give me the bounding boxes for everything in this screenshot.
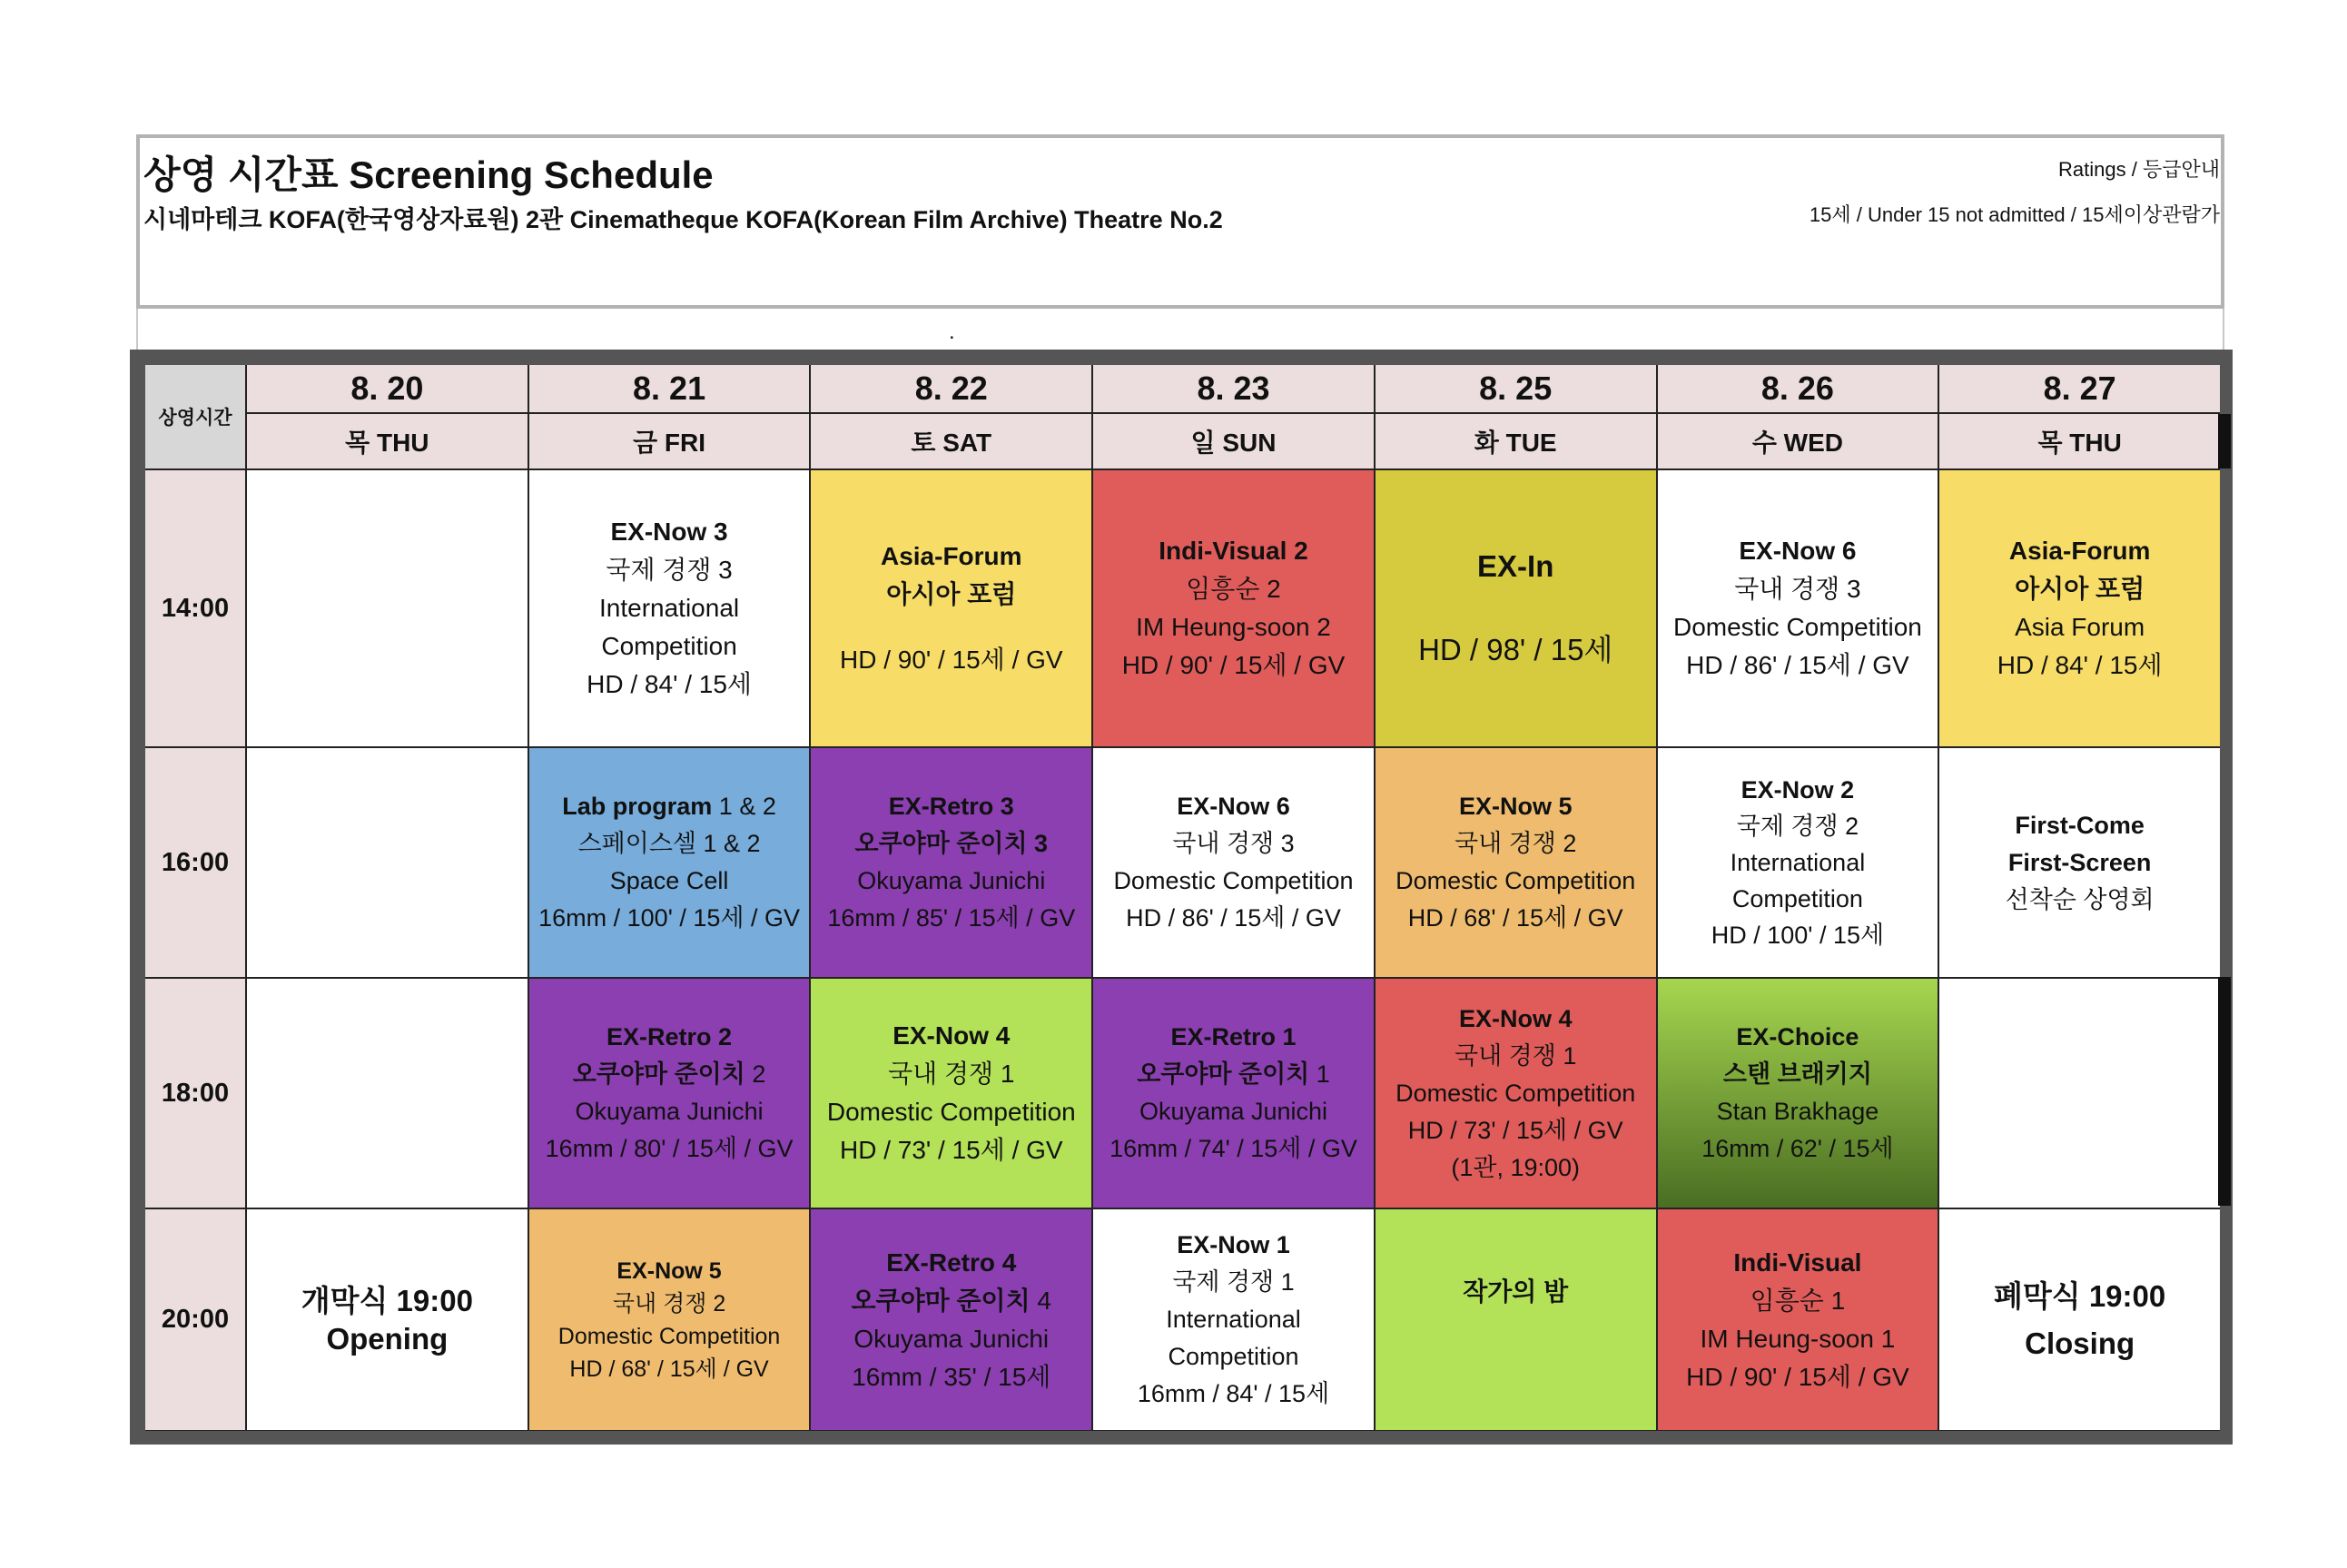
screening-cell[interactable]: [1093, 979, 1374, 1208]
program-title: EX-Retro 1: [1170, 1023, 1297, 1050]
program-subtitle: 국내 경쟁 3: [1734, 575, 1861, 603]
screening-info: 16mm / 62' / 15세: [1701, 1135, 1894, 1162]
screening-info: HD / 90' / 15세 / GV: [1686, 1362, 1909, 1391]
screening-info: HD / 98' / 15세: [1418, 633, 1613, 666]
venue-subtitle: 시네마테크 KOFA(한국영상자료원) 2관 Cinematheque KOFA(Korean Film Archive) Theatre No.2: [143, 206, 1223, 233]
right-edge-mark: [2218, 977, 2231, 1206]
screening-info: HD / 68' / 15세 / GV: [569, 1356, 769, 1382]
program-title: EX-Now 2: [1741, 776, 1855, 804]
program-title: Indi-Visual 2: [1159, 537, 1308, 565]
day-header: 목 THU: [1939, 414, 2220, 468]
ceremony-cell[interactable]: [247, 1209, 528, 1430]
program-title: First-Come: [2015, 811, 2145, 839]
screening-info: HD / 100' / 15세: [1711, 922, 1885, 949]
program-subtitle-main: 오쿠야마 준이치: [572, 1060, 745, 1088]
program-detail: Domestic Competition: [557, 1323, 781, 1349]
ceremony-title: 폐막식 19:00: [1994, 1278, 2166, 1313]
program-subtitle-main: 오쿠야마 준이치: [1137, 1060, 1310, 1088]
program-subtitle-number: 2: [745, 1060, 766, 1088]
date-header: 8. 22: [811, 365, 1091, 412]
program-title: EX-Now 5: [616, 1257, 722, 1284]
program-subtitle: 국내 경쟁 2: [612, 1290, 726, 1317]
program-title: Asia-Forum: [2008, 537, 2151, 565]
screening-cell[interactable]: [1093, 748, 1374, 977]
screening-cell[interactable]: [1093, 470, 1374, 746]
day-header: 수 WED: [1658, 414, 1938, 468]
program-detail: International: [1166, 1306, 1301, 1333]
program-detail: Domestic Competition: [1672, 613, 1922, 641]
screening-cell[interactable]: [1376, 470, 1656, 746]
program-title: EX-Retro 2: [606, 1023, 733, 1050]
time-slot-label: 16:00: [145, 748, 245, 977]
program-subtitle: 선착순 상영회: [2005, 885, 2155, 913]
program-subtitle: 임흥순 2: [1186, 575, 1281, 603]
program-subtitle: 국제 경쟁 2: [1736, 813, 1859, 840]
program-title: EX-Now 5: [1458, 793, 1573, 820]
program-title: EX-Retro 4: [886, 1247, 1017, 1277]
program-detail: Domestic Competition: [1395, 867, 1636, 894]
screening-cell[interactable]: [811, 748, 1091, 977]
screening-info: 16mm / 100' / 15세 / GV: [538, 904, 800, 932]
program-subtitle: 아시아 포럼: [2015, 575, 2145, 603]
program-detail: Asia Forum: [2015, 613, 2145, 641]
screening-info: 16mm / 84' / 15세: [1137, 1380, 1330, 1407]
screening-cell[interactable]: [1939, 748, 2220, 977]
event-cell[interactable]: [1376, 1209, 1656, 1430]
screening-note: (1관, 19:00): [1451, 1153, 1581, 1181]
screening-info: HD / 86' / 15세 / GV: [1126, 904, 1341, 932]
ratings-title: Ratings / 등급안내: [2058, 158, 2220, 181]
screening-cell[interactable]: [811, 470, 1091, 746]
program-subtitle: 국내 경쟁 1: [1455, 1041, 1577, 1070]
screening-cell[interactable]: [1376, 979, 1656, 1208]
screening-info: HD / 68' / 15세 / GV: [1407, 904, 1623, 932]
program-subtitle-number: 4: [1030, 1286, 1052, 1315]
program-subtitle: 아시아 포럼: [886, 580, 1017, 608]
program-subtitle: 국제 경쟁 1: [1172, 1268, 1295, 1296]
date-header: 8. 20: [247, 365, 528, 412]
day-header: 금 FRI: [529, 414, 810, 468]
program-title-main: Lab program: [562, 793, 713, 820]
program-subtitle: 국내 경쟁 1: [888, 1060, 1015, 1088]
program-subtitle: 오쿠야마 준이치 3: [854, 830, 1049, 857]
screening-info: HD / 90' / 15세 / GV: [839, 646, 1063, 674]
screening-cell[interactable]: [529, 979, 810, 1208]
program-title: [562, 788, 776, 825]
program-subtitle: 스탠 브래키지: [1722, 1060, 1872, 1088]
program-detail: Competition: [1731, 885, 1863, 912]
program-detail: Domestic Competition: [826, 1098, 1076, 1126]
screening-cell-empty: [247, 979, 528, 1208]
program-detail: IM Heung-soon 2: [1136, 613, 1331, 641]
program-detail: Okuyama Junichi: [853, 1324, 1050, 1353]
day-header: 일 SUN: [1093, 414, 1374, 468]
screening-cell[interactable]: [811, 1209, 1091, 1430]
page-title: 상영 시간표 Screening Schedule: [143, 153, 714, 196]
program-title: Asia-Forum: [880, 542, 1022, 570]
ceremony-cell[interactable]: [1939, 1209, 2220, 1430]
program-title: EX-Now 3: [610, 518, 728, 546]
screening-info: HD / 84' / 15세: [587, 670, 752, 698]
program-detail: Okuyama Junichi: [575, 1098, 764, 1125]
program-title: EX-Retro 3: [888, 793, 1014, 820]
screening-cell[interactable]: [1376, 748, 1656, 977]
spacer-row: [136, 309, 2224, 350]
date-header: 8. 25: [1376, 365, 1656, 412]
screening-info: 16mm / 74' / 15세 / GV: [1109, 1135, 1357, 1162]
day-header: 목 THU: [247, 414, 528, 468]
screening-info: HD / 73' / 15세 / GV: [839, 1136, 1063, 1164]
right-edge-mark: [2218, 414, 2231, 468]
screening-cell[interactable]: [1658, 979, 1938, 1208]
screening-cell[interactable]: [529, 470, 810, 746]
screening-info: HD / 84' / 15세: [1997, 651, 2163, 679]
program-subtitle-number: 1: [1309, 1060, 1330, 1088]
ceremony-title: 개막식 19:00: [301, 1283, 473, 1317]
program-title-line2: First-Screen: [2007, 848, 2152, 876]
time-slot-label: 14:00: [145, 470, 245, 746]
screening-info: 16mm / 80' / 15세 / GV: [545, 1135, 794, 1162]
program-subtitle: [573, 1056, 766, 1093]
ceremony-subtitle: Closing: [2025, 1326, 2135, 1360]
program-title: EX-Now 6: [1177, 793, 1290, 820]
program-title: EX-Now 1: [1177, 1231, 1290, 1258]
program-detail: Domestic Competition: [1395, 1079, 1636, 1107]
program-title: EX-Choice: [1736, 1023, 1859, 1050]
schedule-grid: [145, 365, 2220, 1431]
date-header: 8. 26: [1658, 365, 1938, 412]
program-title: Indi-Visual: [1733, 1247, 1862, 1277]
program-title: EX-In: [1477, 549, 1554, 583]
program-title: EX-Now 4: [1458, 1004, 1573, 1032]
time-column-header: 상영시간: [145, 365, 245, 468]
program-detail: IM Heung-soon 1: [1700, 1324, 1896, 1353]
program-subtitle-main: 오쿠야마 준이치: [851, 1286, 1031, 1315]
time-slot-label: 20:00: [145, 1209, 245, 1430]
program-subtitle: [1137, 1056, 1330, 1093]
screening-cell[interactable]: [1658, 1209, 1938, 1430]
screening-cell[interactable]: [1939, 470, 2220, 746]
screening-info: 16mm / 35' / 15세: [852, 1362, 1051, 1391]
program-title: EX-Now 6: [1739, 537, 1857, 565]
program-subtitle: [852, 1282, 1051, 1320]
program-detail: Competition: [601, 632, 737, 660]
program-subtitle: 국제 경쟁 3: [606, 556, 733, 584]
screening-info: 16mm / 85' / 15세 / GV: [827, 904, 1076, 932]
program-detail: Space Cell: [609, 867, 729, 894]
screening-cell-empty: [247, 470, 528, 746]
program-detail: International: [599, 594, 740, 622]
date-header: 8. 27: [1939, 365, 2220, 412]
screening-cell[interactable]: [1658, 748, 1938, 977]
program-detail: International: [1730, 849, 1866, 876]
screening-cell-empty: [1939, 979, 2220, 1208]
screening-info: HD / 73' / 15세 / GV: [1407, 1116, 1623, 1144]
dot-mark: .: [949, 320, 955, 344]
screening-cell[interactable]: [1658, 470, 1938, 746]
screening-cell[interactable]: [1093, 1209, 1374, 1430]
program-subtitle: 국내 경쟁 2: [1455, 830, 1577, 857]
program-detail: Stan Brakhage: [1716, 1098, 1879, 1125]
day-header: 화 TUE: [1376, 414, 1656, 468]
screening-cell[interactable]: [811, 979, 1091, 1208]
program-detail: Domestic Competition: [1113, 867, 1354, 894]
screening-info: HD / 90' / 15세 / GV: [1121, 651, 1346, 679]
screening-cell[interactable]: [529, 1209, 810, 1430]
date-header: 8. 21: [529, 365, 810, 412]
ratings-note: 15세 / Under 15 not admitted / 15세이상관람가: [1809, 203, 2220, 226]
date-header: 8. 23: [1093, 365, 1374, 412]
screening-cell[interactable]: [529, 748, 810, 977]
program-detail: Okuyama Junichi: [1139, 1098, 1328, 1125]
screening-info: HD / 86' / 15세 / GV: [1686, 651, 1909, 679]
program-subtitle: 스페이스셀 1 & 2: [577, 830, 761, 857]
program-title: EX-Now 4: [892, 1021, 1011, 1050]
program-detail: Competition: [1168, 1343, 1299, 1370]
ceremony-subtitle: Opening: [326, 1321, 449, 1356]
screening-cell-empty: [247, 748, 528, 977]
time-slot-label: 18:00: [145, 979, 245, 1208]
day-header: 토 SAT: [811, 414, 1091, 468]
program-subtitle: 국내 경쟁 3: [1172, 830, 1295, 857]
program-subtitle: 임흥순 1: [1750, 1286, 1846, 1315]
program-detail: Okuyama Junichi: [857, 867, 1046, 894]
program-title-suffix: 1 & 2: [712, 793, 776, 820]
event-title: 작가의 밤: [1463, 1277, 1569, 1306]
